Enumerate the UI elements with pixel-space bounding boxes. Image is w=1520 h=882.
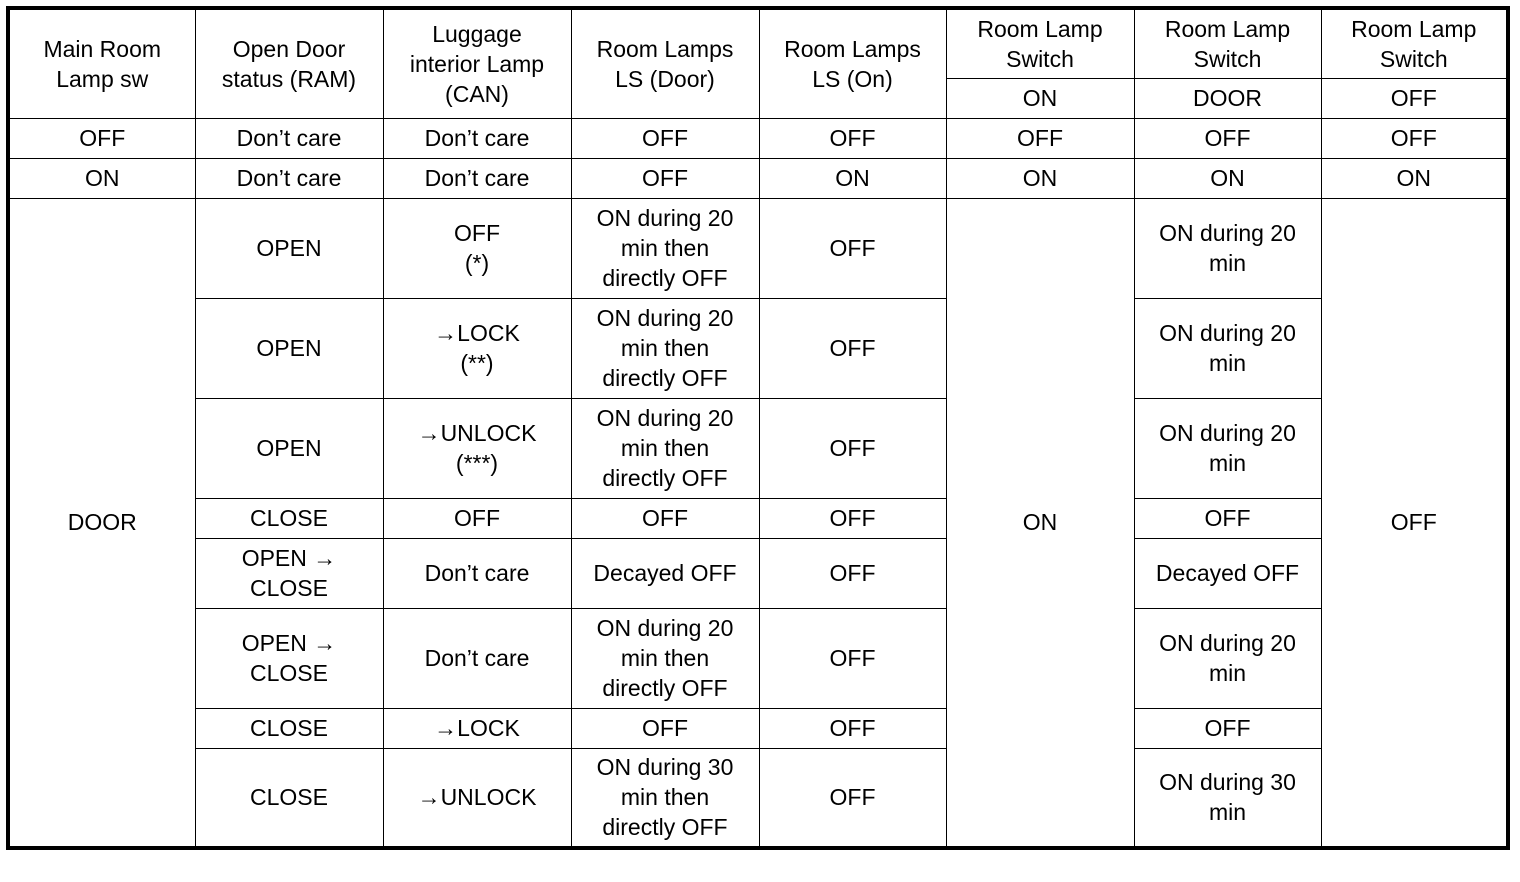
cell-ls-on: OFF bbox=[759, 498, 946, 538]
cell-switch-door: ON during 30 min bbox=[1134, 748, 1321, 848]
cell-status: Don’t care bbox=[195, 158, 383, 198]
table-row bbox=[8, 198, 1508, 298]
room-lamp-logic-table bbox=[6, 6, 1510, 850]
cell-ls-door: ON during 20 min then directly OFF bbox=[571, 608, 759, 708]
cell-status: Don’t care bbox=[195, 118, 383, 158]
cell-ls-on: OFF bbox=[759, 538, 946, 608]
cell-switch-door: ON during 20 min bbox=[1134, 398, 1321, 498]
cell-luggage: Don’t care bbox=[383, 608, 571, 708]
header-switch-on-value: ON bbox=[946, 78, 1134, 118]
cell-switch-door: ON during 20 min bbox=[1134, 298, 1321, 398]
cell-luggage: Don’t care bbox=[383, 118, 571, 158]
header-ls-on: Room Lamps LS (On) bbox=[759, 8, 946, 118]
cell-ls-door: Decayed OFF bbox=[571, 538, 759, 608]
table-row bbox=[8, 498, 1508, 538]
cell-ls-on: OFF bbox=[759, 608, 946, 708]
cell-ls-on: OFF bbox=[759, 748, 946, 848]
cell-switch-off: OFF bbox=[1321, 118, 1508, 158]
cell-switch-door: Decayed OFF bbox=[1134, 538, 1321, 608]
cell-luggage: OFF (*) bbox=[383, 198, 571, 298]
header-switch-door-value: DOOR bbox=[1134, 78, 1321, 118]
cell-luggage: →UNLOCK (***) bbox=[383, 398, 571, 498]
header-open-door-status: Open Door status (RAM) bbox=[195, 8, 383, 118]
table-row bbox=[8, 708, 1508, 748]
cell-ls-door: OFF bbox=[571, 118, 759, 158]
cell-luggage: Don’t care bbox=[383, 158, 571, 198]
cell-ls-door: ON during 20 min then directly OFF bbox=[571, 198, 759, 298]
header-switch-door-title: Room Lamp Switch bbox=[1134, 8, 1321, 78]
cell-status: OPEN bbox=[195, 398, 383, 498]
cell-ls-door: ON during 20 min then directly OFF bbox=[571, 398, 759, 498]
cell-status: OPEN → CLOSE bbox=[195, 608, 383, 708]
table-wrapper bbox=[6, 6, 1510, 850]
cell-luggage: →UNLOCK bbox=[383, 748, 571, 848]
cell-switch-on: OFF bbox=[946, 118, 1134, 158]
cell-status: OPEN → CLOSE bbox=[195, 538, 383, 608]
cell-ls-on: OFF bbox=[759, 198, 946, 298]
cell-ls-on: OFF bbox=[759, 118, 946, 158]
cell-status: OPEN bbox=[195, 198, 383, 298]
cell-switch-door: ON during 20 min bbox=[1134, 198, 1321, 298]
cell-ls-on: ON bbox=[759, 158, 946, 198]
header-switch-on-title: Room Lamp Switch bbox=[946, 8, 1134, 78]
cell-status: CLOSE bbox=[195, 748, 383, 848]
table-row bbox=[8, 398, 1508, 498]
header-row bbox=[8, 8, 1508, 78]
cell-main: ON bbox=[8, 158, 195, 198]
table-row bbox=[8, 158, 1508, 198]
cell-ls-on: OFF bbox=[759, 398, 946, 498]
cell-ls-door: OFF bbox=[571, 498, 759, 538]
cell-ls-door: OFF bbox=[571, 708, 759, 748]
cell-main: OFF bbox=[8, 118, 195, 158]
cell-ls-on: OFF bbox=[759, 298, 946, 398]
cell-status: OPEN bbox=[195, 298, 383, 398]
table-row bbox=[8, 748, 1508, 848]
cell-status: CLOSE bbox=[195, 498, 383, 538]
cell-status: CLOSE bbox=[195, 708, 383, 748]
cell-switch-door: OFF bbox=[1134, 498, 1321, 538]
cell-luggage: →LOCK (**) bbox=[383, 298, 571, 398]
cell-luggage: Don’t care bbox=[383, 538, 571, 608]
cell-luggage: →LOCK bbox=[383, 708, 571, 748]
cell-switch-off-door-group: OFF bbox=[1321, 198, 1508, 848]
header-ls-door: Room Lamps LS (Door) bbox=[571, 8, 759, 118]
cell-luggage: OFF bbox=[383, 498, 571, 538]
cell-ls-on: OFF bbox=[759, 708, 946, 748]
cell-switch-on-door-group: ON bbox=[946, 198, 1134, 848]
cell-switch-on: ON bbox=[946, 158, 1134, 198]
table-row bbox=[8, 298, 1508, 398]
table-row bbox=[8, 608, 1508, 708]
cell-switch-off: ON bbox=[1321, 158, 1508, 198]
cell-ls-door: ON during 20 min then directly OFF bbox=[571, 298, 759, 398]
cell-ls-door: ON during 30 min then directly OFF bbox=[571, 748, 759, 848]
header-main-room-lamp-sw: Main Room Lamp sw bbox=[8, 8, 195, 118]
header-luggage-lamp: Luggage interior Lamp (CAN) bbox=[383, 8, 571, 118]
cell-main-door: DOOR bbox=[8, 198, 195, 848]
cell-switch-door: OFF bbox=[1134, 708, 1321, 748]
table-row bbox=[8, 118, 1508, 158]
header-switch-off-title: Room Lamp Switch bbox=[1321, 8, 1508, 78]
header-switch-off-value: OFF bbox=[1321, 78, 1508, 118]
table-row bbox=[8, 538, 1508, 608]
cell-switch-door: ON during 20 min bbox=[1134, 608, 1321, 708]
cell-switch-door: OFF bbox=[1134, 118, 1321, 158]
cell-switch-door: ON bbox=[1134, 158, 1321, 198]
cell-ls-door: OFF bbox=[571, 158, 759, 198]
